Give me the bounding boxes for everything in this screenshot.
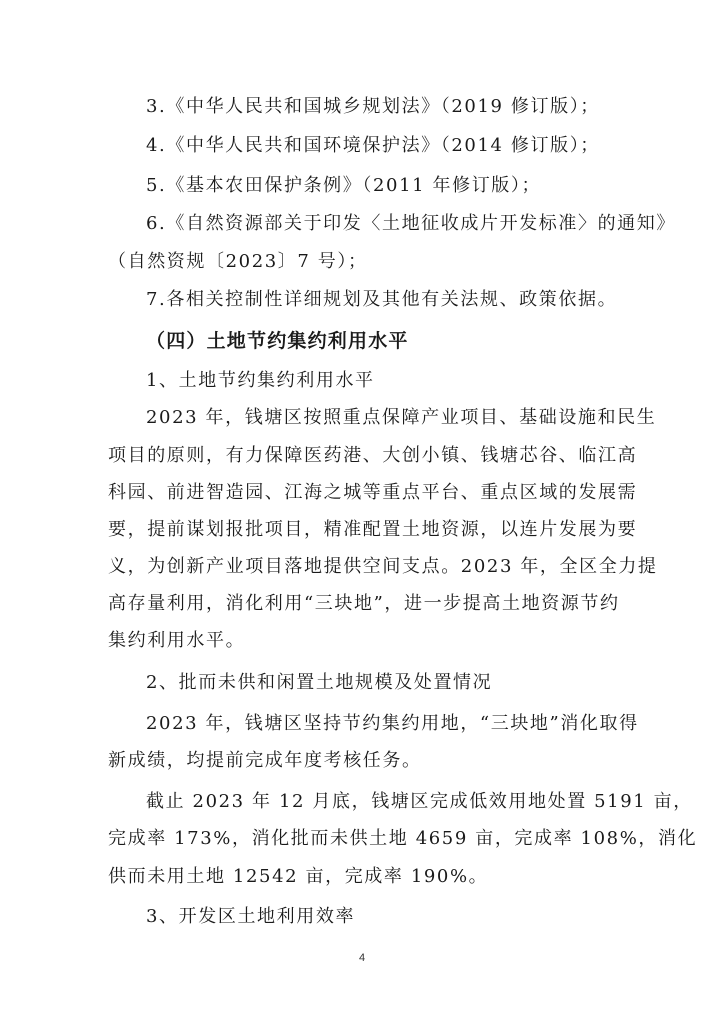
subheading-3: 3、开发区土地利用效率	[146, 906, 356, 927]
paragraph-1-line-2: 项目的原则，有力保障医药港、大创小镇、钱塘芯谷、临江高	[108, 445, 638, 466]
paragraph-3-line-2: 完成率 173%，消化批而未供土地 4659 亩，完成率 108%，消化	[108, 828, 698, 849]
text-line-3: 5.《基本农田保护条例》（2011 年修订版）；	[146, 175, 542, 196]
text-line-1: 3.《中华人民共和国城乡规划法》（2019 修订版）；	[146, 96, 600, 117]
paragraph-2-line-1: 2023 年，钱塘区坚持节约集约用地，“三块地”消化取得	[146, 713, 639, 734]
paragraph-1-line-4: 要，提前谋划报批项目，精准配置土地资源，以连片发展为要	[108, 519, 638, 540]
paragraph-1-line-1: 2023 年，钱塘区按照重点保障产业项目、基础设施和民生	[146, 407, 657, 428]
paragraph-1-line-7: 集约利用水平。	[108, 630, 246, 651]
paragraph-1-line-5: 义，为创新产业项目落地提供空间支点。2023 年，全区全力提	[108, 556, 658, 577]
text-line-4: 6.《自然资源部关于印发〈土地征收成片开发标准〉的通知》	[146, 213, 676, 234]
text-line-5: （自然资规〔2023〕7 号）；	[108, 251, 368, 272]
subheading-1: 1、土地节约集约利用水平	[146, 370, 375, 391]
page-number: 4	[358, 952, 366, 964]
paragraph-3-line-1: 截止 2023 年 12 月底，钱塘区完成低效用地处置 5191 亩，	[146, 791, 693, 812]
paragraph-1-line-3: 科园、前进智造园、江海之城等重点平台、重点区域的发展需	[108, 482, 638, 503]
text-line-6: 7.各相关控制性详细规划及其他有关法规、政策依据。	[146, 289, 618, 310]
section-heading: （四）土地节约集约利用水平	[146, 330, 409, 352]
subheading-2: 2、批而未供和闲置土地规模及处置情况	[146, 672, 493, 693]
paragraph-1-line-6: 高存量利用，消化利用“三块地”，进一步提高土地资源节约	[108, 593, 620, 614]
text-line-2: 4.《中华人民共和国环境保护法》（2014 修订版）；	[146, 135, 600, 156]
paragraph-2-line-2: 新成绩，均提前完成年度考核任务。	[108, 750, 422, 771]
paragraph-3-line-3: 供而未用土地 12542 亩，完成率 190%。	[108, 866, 489, 887]
